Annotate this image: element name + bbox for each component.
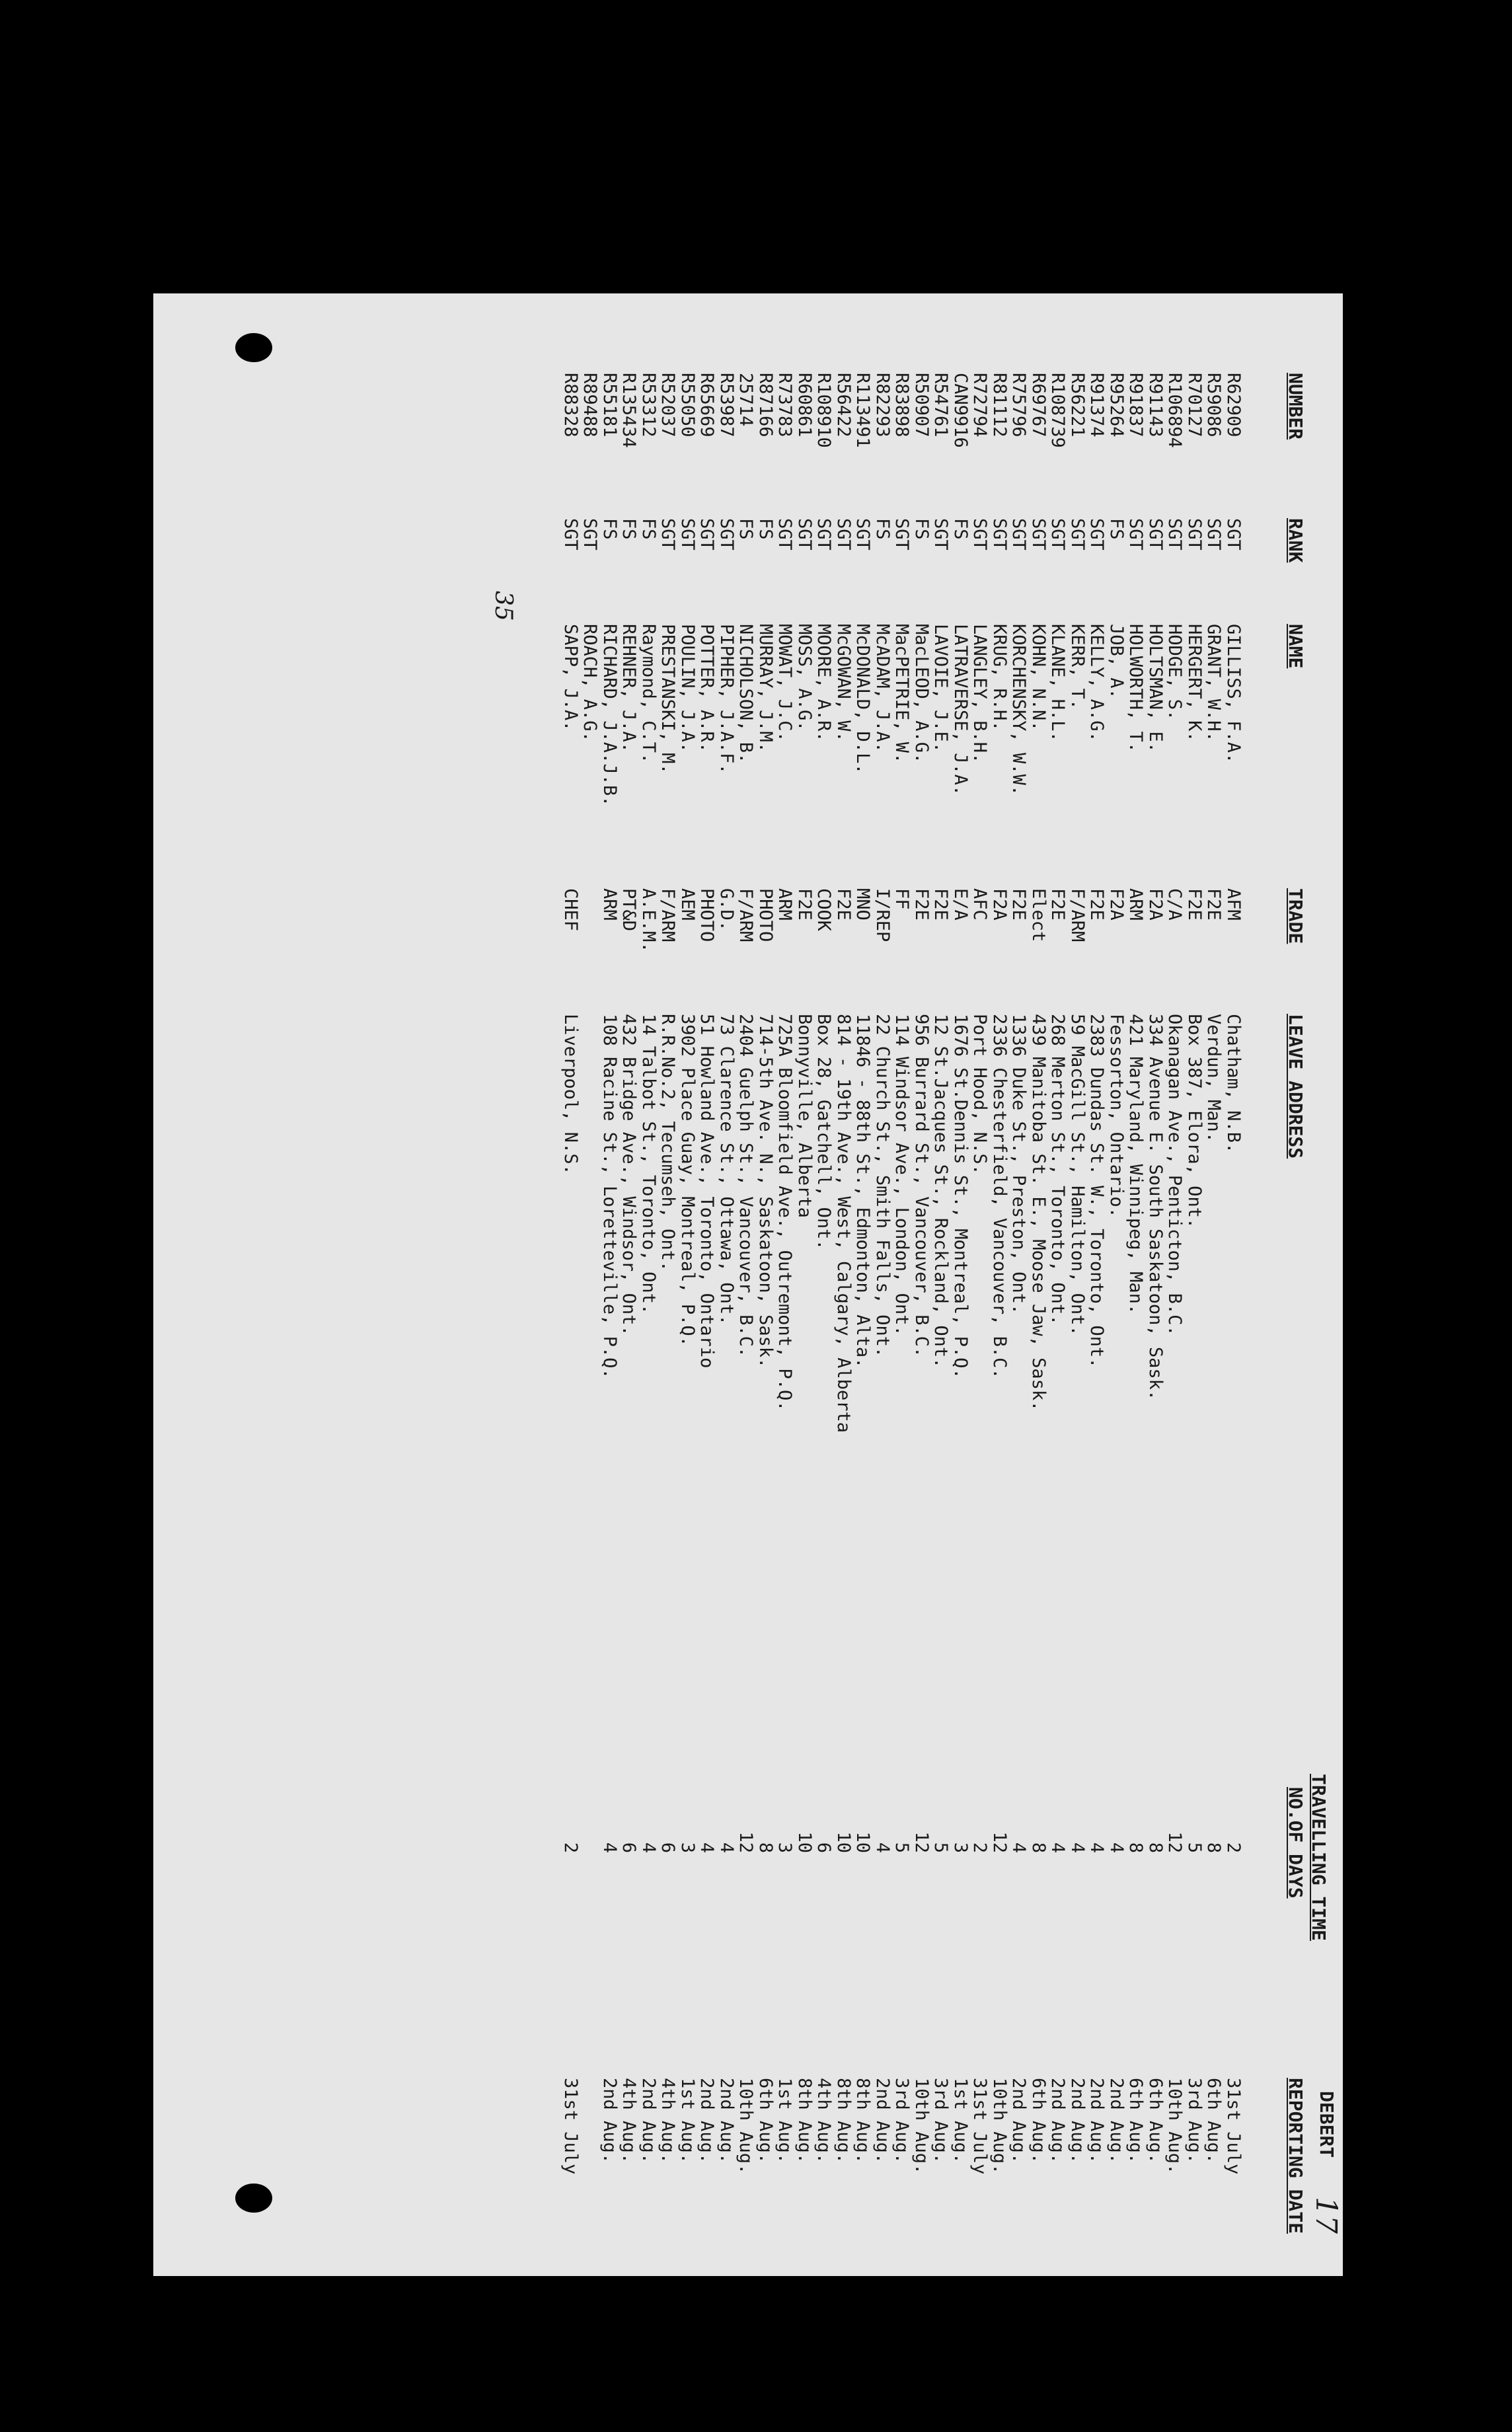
cell-date: 2nd Aug. <box>1008 2078 1030 2164</box>
cell-name: KOHN, N.N. <box>1028 624 1049 732</box>
cell-date: 8th Aug. <box>852 2078 874 2164</box>
cell-days: 3 <box>950 1842 971 1853</box>
cell-address: Box 28, Gatchell, Ont. <box>813 1014 835 1250</box>
cell-name: McADAM, J.A. <box>872 624 893 753</box>
page-mark: 17 <box>1309 2197 1343 2234</box>
cell-date: 6th Aug. <box>1145 2078 1166 2164</box>
cell-days: 8 <box>1145 1842 1166 1853</box>
cell-address: 11846 - 88th St., Edmonton, Alta. <box>852 1014 874 1369</box>
cell-number: 25714 <box>736 373 757 427</box>
cell-rank: SGT <box>1028 518 1049 551</box>
cell-name: MOSS, A.G. <box>794 624 815 732</box>
cell-address: 725A Bloomfield Ave., Outremont, P.Q. <box>775 1014 796 1412</box>
cell-days: 10 <box>852 1831 874 1853</box>
cell-trade: ARM <box>775 888 796 921</box>
cell-address: Liverpool, N.S. <box>560 1014 581 1175</box>
cell-name: KERR, T. <box>1067 624 1088 710</box>
cell-address: 439 Manitoba St. E., Moose Jaw, Sask. <box>1028 1014 1049 1412</box>
cell-name: KLANE, H.L. <box>1047 624 1069 742</box>
cell-days: 8 <box>1203 1842 1225 1853</box>
cell-name: GILLISS, F.A. <box>1223 624 1244 764</box>
cell-number: R106894 <box>1164 373 1186 448</box>
table-row <box>835 293 854 2276</box>
cell-number: R87166 <box>755 373 776 437</box>
cell-rank: SGT <box>989 518 1010 551</box>
cell-name: SAPP, J.A. <box>560 624 581 732</box>
cell-address: Bonnyville, Alberta <box>794 1014 815 1218</box>
table-row <box>601 293 621 2276</box>
table-row <box>796 293 815 2276</box>
cell-days: 12 <box>736 1831 757 1853</box>
cell-date: 2nd Aug. <box>697 2078 718 2164</box>
cell-address: 114 Windsor Ave., London, Ont. <box>891 1014 913 1336</box>
cell-trade: PT&D <box>619 888 640 932</box>
cell-days: 5 <box>930 1842 952 1853</box>
cell-name: POULIN, J.A. <box>677 624 698 753</box>
cell-days: 4 <box>638 1842 659 1853</box>
cell-date: 4th Aug. <box>619 2078 640 2164</box>
cell-number: R91143 <box>1145 373 1166 437</box>
cell-number: R50907 <box>911 373 932 437</box>
cell-name: POTTER, A.R. <box>697 624 718 753</box>
cell-rank: FS <box>755 518 776 540</box>
cell-address: 51 Howland Ave., Toronto, Ontario <box>697 1014 718 1369</box>
cell-address: Okanagan Ave., Penticton, B.C. <box>1164 1014 1186 1336</box>
header-name: NAME <box>1285 624 1306 669</box>
cell-number: R75796 <box>1008 373 1030 437</box>
cell-rank: FS <box>872 518 893 540</box>
cell-rank: FS <box>736 518 757 540</box>
cell-name: PIPHER, J.A.F. <box>716 624 737 775</box>
table-row <box>1166 293 1186 2276</box>
cell-date: 31st July <box>969 2078 991 2175</box>
cell-name: KRUG, R.H. <box>989 624 1010 732</box>
cell-trade: F2E <box>833 888 854 921</box>
cell-number: R82293 <box>872 373 893 437</box>
cell-date: 1st Aug. <box>775 2078 796 2164</box>
cell-date: 6th Aug. <box>1028 2078 1049 2164</box>
cell-trade: F2A <box>1106 888 1127 921</box>
cell-address: Port Hood, N.S. <box>969 1014 991 1175</box>
cell-trade: F2E <box>1086 888 1108 921</box>
table-row <box>737 293 757 2276</box>
cell-days: 2 <box>969 1842 991 1853</box>
cell-date: 2nd Aug. <box>1106 2078 1127 2164</box>
cell-days: 8 <box>1125 1842 1147 1853</box>
cell-number: CAN9916 <box>950 373 971 448</box>
cell-name: ROACH, A.G. <box>580 624 601 742</box>
table-row <box>1225 293 1244 2276</box>
cell-address: Fessorton, Ontario. <box>1106 1014 1127 1218</box>
cell-name: KELLY, A.G. <box>1086 624 1108 742</box>
table-row <box>620 293 640 2276</box>
header-rank: RANK <box>1285 518 1306 563</box>
cell-date: 6th Aug. <box>1203 2078 1225 2164</box>
cell-date: 1st Aug. <box>677 2078 698 2164</box>
cell-number: R65669 <box>697 373 718 437</box>
cell-number: R55181 <box>599 373 620 437</box>
cell-rank: FS <box>638 518 659 540</box>
cell-date: 6th Aug. <box>1125 2078 1147 2164</box>
cell-name: REHNER, J.A. <box>619 624 640 753</box>
cell-date: 2nd Aug. <box>599 2078 620 2164</box>
table-row <box>991 293 1010 2276</box>
table-row <box>640 293 660 2276</box>
header-trade: TRADE <box>1285 888 1306 944</box>
location-label: DEBERT <box>1316 2091 1338 2158</box>
cell-rank: SGT <box>852 518 874 551</box>
cell-trade: F2E <box>1047 888 1069 921</box>
cell-date: 10th Aug. <box>1164 2078 1186 2175</box>
cell-name: MURRAY, J.M. <box>755 624 776 753</box>
cell-address: 2336 Chesterfield, Vancouver, B.C. <box>989 1014 1010 1379</box>
cell-name: PRESTANSKI, M. <box>658 624 679 775</box>
table-row <box>893 293 913 2276</box>
cell-rank: SGT <box>1047 518 1069 551</box>
cell-trade: F2E <box>1184 888 1205 921</box>
cell-name: HODGE, S. <box>1164 624 1186 721</box>
cell-number: R56422 <box>833 373 854 437</box>
cell-trade: COOK <box>813 888 835 932</box>
cell-days: 10 <box>794 1831 815 1853</box>
cell-name: GRANT, W.H. <box>1203 624 1225 742</box>
cell-number: R62909 <box>1223 373 1244 437</box>
cell-rank: SGT <box>677 518 698 551</box>
cell-date: 3rd Aug. <box>930 2078 952 2164</box>
table-row <box>971 293 991 2276</box>
table-row <box>776 293 796 2276</box>
table-row <box>757 293 776 2276</box>
cell-days: 3 <box>677 1842 698 1853</box>
cell-trade: AFC <box>969 888 991 921</box>
cell-name: NICHOLSON, B. <box>736 624 757 764</box>
cell-days: 6 <box>658 1842 679 1853</box>
cell-rank: SGT <box>1086 518 1108 551</box>
cell-number: R60861 <box>794 373 815 437</box>
cell-number: R70127 <box>1184 373 1205 437</box>
cell-days: 12 <box>989 1831 1010 1853</box>
cell-number: R56221 <box>1067 373 1088 437</box>
cell-name: LATRAVERSE, J.A. <box>950 624 971 796</box>
cell-trade: F2E <box>930 888 952 921</box>
cell-address: Chatham, N.B. <box>1223 1014 1244 1154</box>
cell-days: 4 <box>599 1842 620 1853</box>
cell-number: R135434 <box>619 373 640 448</box>
cell-date: 2nd Aug. <box>872 2078 893 2164</box>
cell-address: 268 Merton St., Toronto, Ont. <box>1047 1014 1069 1326</box>
cell-days: 8 <box>1028 1842 1049 1853</box>
cell-number: R69767 <box>1028 373 1049 437</box>
cell-rank: SGT <box>1145 518 1166 551</box>
cell-name: McDONALD, D.L. <box>852 624 874 775</box>
table-row <box>1147 293 1166 2276</box>
cell-name: MOORE, A.R. <box>813 624 835 742</box>
cell-address: 3902 Place Guay, Montreal, P.Q. <box>677 1014 698 1347</box>
cell-address: 714-5th Ave. N., Saskatoon, Sask. <box>755 1014 776 1369</box>
cell-rank: SGT <box>833 518 854 551</box>
cell-date: 2nd Aug. <box>1047 2078 1069 2164</box>
table-row <box>1010 293 1030 2276</box>
cell-name: MacPETRIE, W. <box>891 624 913 764</box>
cell-rank: SGT <box>1223 518 1244 551</box>
cell-address: 421 Maryland, Winnipeg, Man. <box>1125 1014 1147 1315</box>
cell-trade: C/A <box>1164 888 1186 921</box>
table-row <box>815 293 835 2276</box>
cell-address: 59 MacGill St., Hamilton, Ont. <box>1067 1014 1088 1336</box>
cell-name: LAVOIE, J.E. <box>930 624 952 753</box>
cell-address: 12 St.Jacques St., Rockland, Ont. <box>930 1014 952 1369</box>
cell-rank: SGT <box>1067 518 1088 551</box>
table-row <box>659 293 679 2276</box>
cell-rank: SGT <box>697 518 718 551</box>
cell-trade: F/ARM <box>736 888 757 942</box>
cell-number: R55050 <box>677 373 698 437</box>
cell-trade: I/REP <box>872 888 893 942</box>
cell-rank: SGT <box>1184 518 1205 551</box>
cell-trade: F2E <box>1008 888 1030 921</box>
cell-rank: SGT <box>716 518 737 551</box>
cell-name: JOB, A. <box>1106 624 1127 699</box>
cell-name: KORCHENSKY, W.W. <box>1008 624 1030 796</box>
table-row <box>952 293 971 2276</box>
cell-number: R54761 <box>930 373 952 437</box>
cell-rank: SGT <box>560 518 581 551</box>
cell-address: 1336 Duke St., Preston, Ont. <box>1008 1014 1030 1315</box>
cell-address: Box 387, Elora, Ont. <box>1184 1014 1205 1229</box>
cell-days: 4 <box>1047 1842 1069 1853</box>
cell-trade: MNO <box>852 888 874 921</box>
cell-number: R52037 <box>658 373 679 437</box>
table-row <box>698 293 718 2276</box>
cell-number: R53987 <box>716 373 737 437</box>
table-row <box>913 293 932 2276</box>
cell-days: 2 <box>560 1842 581 1853</box>
table-row <box>1049 293 1069 2276</box>
cell-rank: SGT <box>930 518 952 551</box>
cell-days: 4 <box>1008 1842 1030 1853</box>
cell-rank: SGT <box>891 518 913 551</box>
cell-name: RICHARD, J.A.J.B. <box>599 624 620 807</box>
cell-days: 5 <box>891 1842 913 1853</box>
cell-trade: F2E <box>794 888 815 921</box>
cell-name: HOLWORTH, T. <box>1125 624 1147 753</box>
cell-date: 2nd Aug. <box>1086 2078 1108 2164</box>
cell-number: R72794 <box>969 373 991 437</box>
cell-days: 6 <box>813 1842 835 1853</box>
cell-address: 73 Clarence St., Ottawa, Ont. <box>716 1014 737 1326</box>
cell-days: 4 <box>716 1842 737 1853</box>
cell-rank: SGT <box>580 518 601 551</box>
cell-trade: A.E.M. <box>638 888 659 953</box>
table-row <box>1069 293 1088 2276</box>
cell-date: 2nd Aug. <box>1067 2078 1088 2164</box>
table-row <box>679 293 699 2276</box>
cell-trade: F/ARM <box>658 888 679 942</box>
cell-address: 334 Avenue E. South Saskatoon, Sask. <box>1145 1014 1166 1401</box>
cell-number: R59086 <box>1203 373 1225 437</box>
cell-trade: AFM <box>1223 888 1244 921</box>
table-row <box>1088 293 1108 2276</box>
cell-date: 2nd Aug. <box>716 2078 737 2164</box>
punch-hole-icon <box>235 333 272 362</box>
cell-number: R91374 <box>1086 373 1108 437</box>
table-row <box>1205 293 1225 2276</box>
cell-number: R81112 <box>989 373 1010 437</box>
cell-days: 4 <box>872 1842 893 1853</box>
table-row <box>1030 293 1049 2276</box>
cell-number: R108739 <box>1047 373 1069 448</box>
cell-date: 3rd Aug. <box>1184 2078 1205 2164</box>
cell-address: 2383 Dundas St. W., Toronto, Ont. <box>1086 1014 1108 1369</box>
cell-trade: FF <box>891 888 913 910</box>
cell-name: McGOWAN, W. <box>833 624 854 742</box>
cell-date: 10th Aug. <box>911 2078 932 2175</box>
cell-address: 108 Racine St., Loretteville, P.Q. <box>599 1014 620 1379</box>
cell-date: 8th Aug. <box>833 2078 854 2164</box>
cell-days: 4 <box>1106 1842 1127 1853</box>
table-row <box>1127 293 1147 2276</box>
cell-name: LANGLEY, B.H. <box>969 624 991 764</box>
cell-trade: AEM <box>677 888 698 921</box>
roster-table <box>562 293 1244 2276</box>
cell-rank: SGT <box>969 518 991 551</box>
table-row <box>1186 293 1205 2276</box>
cell-address: R.R.No.2, Tecumseh, Ont. <box>658 1014 679 1272</box>
cell-number: R53312 <box>638 373 659 437</box>
header-travelling-time: TRAVELLING TIME <box>1308 1774 1330 1941</box>
cell-trade: F2A <box>1145 888 1166 921</box>
cell-address: 22 Church St., Smith Falls, Ont. <box>872 1014 893 1358</box>
cell-number: R95264 <box>1106 373 1127 437</box>
cell-date: 10th Aug. <box>736 2078 757 2175</box>
cell-rank: SGT <box>1125 518 1147 551</box>
cell-rank: FS <box>1106 518 1127 540</box>
cell-rank: FS <box>599 518 620 540</box>
header-no-of-days: NO.OF DAYS <box>1285 1787 1306 1899</box>
table-row <box>581 293 601 2276</box>
table-row <box>932 293 952 2276</box>
cell-address: 956 Burrard St., Vancouver, B.C. <box>911 1014 932 1358</box>
cell-date: 31st July <box>560 2078 581 2175</box>
cell-rank: SGT <box>1203 518 1225 551</box>
cell-date: 1st Aug. <box>950 2078 971 2164</box>
cell-date: 3rd Aug. <box>891 2078 913 2164</box>
cell-name: MOWAT, J.C. <box>775 624 796 742</box>
cell-date: 4th Aug. <box>813 2078 835 2164</box>
cell-rank: SGT <box>794 518 815 551</box>
cell-rank: SGT <box>1008 518 1030 551</box>
table-row <box>718 293 737 2276</box>
cell-address: 814 - 19th Ave., West, Calgary, Alberta <box>833 1014 854 1433</box>
cell-rank: SGT <box>658 518 679 551</box>
cell-name: HOLTSMAN, E. <box>1145 624 1166 753</box>
rotated-content <box>153 293 1343 2276</box>
cell-date: 4th Aug. <box>658 2078 679 2164</box>
punch-hole-icon <box>235 2184 272 2213</box>
cell-name: MacLEOD, A.G. <box>911 624 932 764</box>
cell-trade: ARM <box>599 888 620 921</box>
cell-address: 14 Talbot St., Toronto, Ont. <box>638 1014 659 1315</box>
cell-number: R73783 <box>775 373 796 437</box>
cell-trade: E/A <box>950 888 971 921</box>
cell-rank: SGT <box>775 518 796 551</box>
cell-number: R113491 <box>852 373 874 448</box>
cell-date: 10th Aug. <box>989 2078 1010 2175</box>
cell-rank: SGT <box>1164 518 1186 551</box>
cell-number: R91837 <box>1125 373 1147 437</box>
cell-rank: FS <box>619 518 640 540</box>
header-reporting-date: REPORTING DATE <box>1285 2078 1306 2234</box>
cell-days: 5 <box>1184 1842 1205 1853</box>
cell-days: 6 <box>619 1842 640 1853</box>
cell-trade: ARM <box>1125 888 1147 921</box>
cell-trade: CHEF <box>560 888 581 932</box>
table-row <box>874 293 893 2276</box>
cell-days: 3 <box>775 1842 796 1853</box>
cell-days: 4 <box>1067 1842 1088 1853</box>
cell-trade: F2E <box>1203 888 1225 921</box>
cell-name: Raymond, C.T. <box>638 624 659 764</box>
cell-trade: F2A <box>989 888 1010 921</box>
cell-date: 31st July <box>1223 2078 1244 2175</box>
table-row <box>562 293 582 2276</box>
cell-number: R108910 <box>813 373 835 448</box>
cell-number: R88328 <box>560 373 581 437</box>
cell-date: 2nd Aug. <box>638 2078 659 2164</box>
cell-trade: PHOTO <box>697 888 718 942</box>
cell-days: 8 <box>755 1842 776 1853</box>
cell-days: 12 <box>911 1831 932 1853</box>
cell-number: R83898 <box>891 373 913 437</box>
cell-address: Verdun, Man. <box>1203 1014 1225 1143</box>
cell-trade: F/ARM <box>1067 888 1088 942</box>
document-page <box>153 293 1343 2276</box>
cell-rank: SGT <box>813 518 835 551</box>
cell-trade: G.D. <box>716 888 737 932</box>
cell-days: 2 <box>1223 1842 1244 1853</box>
cell-trade: PHOTO <box>755 888 776 942</box>
header-number: NUMBER <box>1285 373 1306 440</box>
handwritten-count: 35 <box>490 591 517 621</box>
cell-date: 6th Aug. <box>755 2078 776 2164</box>
cell-trade: F2E <box>911 888 932 921</box>
cell-rank: FS <box>950 518 971 540</box>
cell-days: 12 <box>1164 1831 1186 1853</box>
cell-trade: Elect <box>1028 888 1049 942</box>
cell-days: 10 <box>833 1831 854 1853</box>
cell-address: 432 Bridge Ave., Windsor, Ont. <box>619 1014 640 1336</box>
cell-address: 1676 St.Dennis St., Montreal, P.Q. <box>950 1014 971 1379</box>
cell-name: HERGERT, K. <box>1184 624 1205 742</box>
cell-number: R89488 <box>580 373 601 437</box>
table-row <box>854 293 874 2276</box>
cell-days: 4 <box>697 1842 718 1853</box>
table-row <box>1108 293 1127 2276</box>
cell-address: 2404 Guelph St., Vancouver, B.C. <box>736 1014 757 1358</box>
header-leave-address: LEAVE ADDRESS <box>1285 1014 1306 1159</box>
cell-rank: FS <box>911 518 932 540</box>
cell-days: 4 <box>1086 1842 1108 1853</box>
cell-date: 8th Aug. <box>794 2078 815 2164</box>
